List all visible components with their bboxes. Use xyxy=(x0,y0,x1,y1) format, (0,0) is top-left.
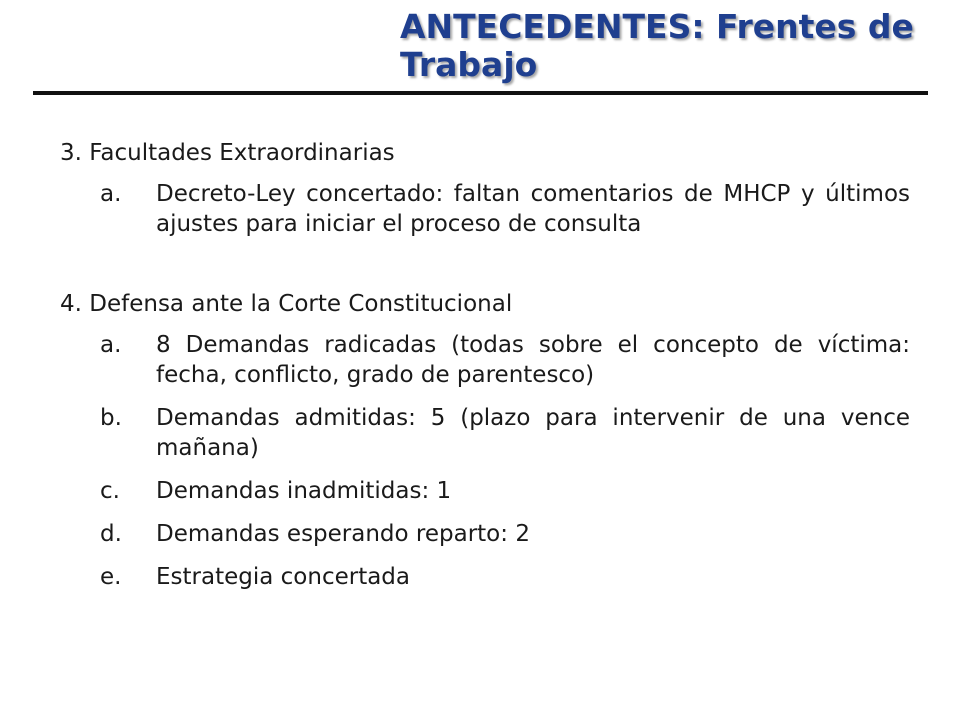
item-list xyxy=(60,330,910,592)
list-item xyxy=(60,519,910,549)
list-item xyxy=(60,562,910,592)
item-marker: d. xyxy=(100,521,122,547)
item-text: Demandas admitidas: 5 (plazo para intervenir de una vence mañana) xyxy=(156,405,910,461)
list-item xyxy=(60,403,910,463)
item-marker: e. xyxy=(100,564,122,590)
list-item xyxy=(60,330,910,390)
list-item xyxy=(60,476,910,506)
item-marker: a. xyxy=(100,181,122,207)
item-marker: c. xyxy=(100,478,120,504)
item-text: Demandas inadmitidas: 1 xyxy=(156,478,452,504)
section-heading: 3. Facultades Extraordinarias xyxy=(60,140,395,166)
slide-body xyxy=(60,138,910,605)
section-heading: 4. Defensa ante la Corte Constitucional xyxy=(60,291,513,317)
item-list xyxy=(60,179,910,239)
list-item xyxy=(60,179,910,239)
item-text: Demandas esperando reparto: 2 xyxy=(156,521,530,547)
title-divider xyxy=(33,91,928,95)
item-marker: a. xyxy=(100,332,122,358)
item-text: Estrategia concertada xyxy=(156,564,410,590)
item-text: 8 Demandas radicadas (todas sobre el concepto de víctima: fecha, conflicto, grado de parentesco) xyxy=(156,332,910,388)
section-facultades xyxy=(60,138,910,239)
slide-title: ANTECEDENTES: Frentes de Trabajo xyxy=(400,7,914,84)
section-defensa xyxy=(60,289,910,592)
item-text: Decreto-Ley concertado: faltan comentarios de MHCP y últimos ajustes para iniciar el proceso de consulta xyxy=(156,181,910,237)
item-marker: b. xyxy=(100,405,122,431)
